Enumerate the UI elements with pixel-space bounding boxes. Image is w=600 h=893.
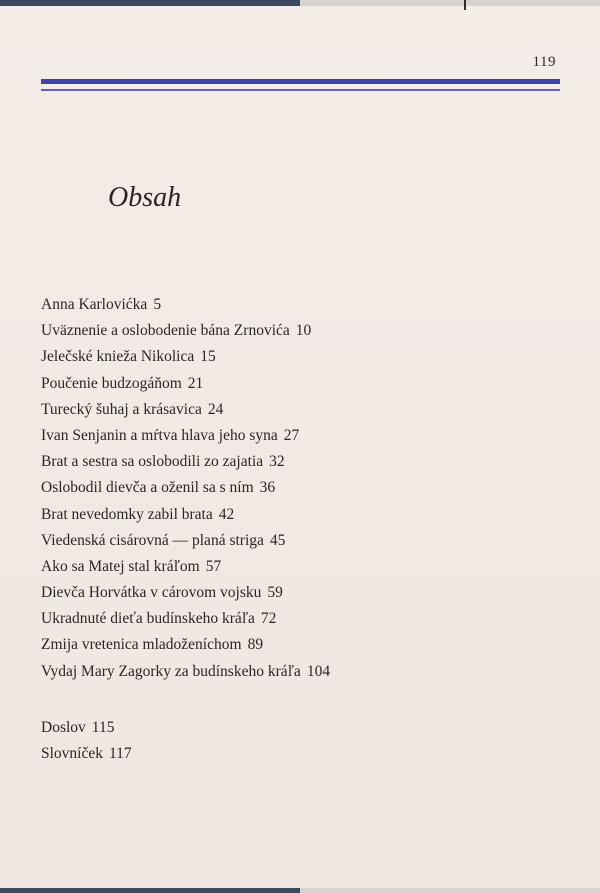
toc-entry [41,715,132,741]
toc-entry-title: Poučenie budzogáňom [41,374,182,392]
toc-entry-title: Uväznenie a oslobodenie bána Zrnovića [41,322,290,340]
toc-entry [41,423,330,449]
top-page-edge [0,0,600,6]
toc-entry-title: Slovníček [41,745,103,763]
header-rule-thin [41,89,560,91]
toc-entry-title: Viedenská cisárovná — planá striga [41,531,264,549]
appendix-contents [41,715,132,767]
toc-entry-title: Ivan Senjanin a mŕtva hlava jeho syna [41,426,278,444]
toc-entry-page: 24 [207,400,224,418]
toc-entry [41,528,330,554]
toc-entry-page: 45 [269,531,286,549]
toc-entry [41,292,330,318]
toc-entry-title: Zmija vretenica mladoženíchom [41,636,242,654]
toc-entry [41,475,330,501]
toc-entry-title: Dievča Horvátka v cárovom vojsku [41,584,262,602]
toc-entry [41,371,330,397]
top-edge-mark [464,0,466,10]
toc-entry-page: 89 [247,636,264,654]
toc-entry-page: 42 [218,505,235,523]
toc-entry-page: 72 [260,610,277,628]
toc-entry [41,741,132,767]
toc-entry-title: Jelečské knieža Nikolica [41,348,195,366]
toc-entry-title: Doslov [41,719,86,736]
toc-entry [41,318,330,344]
toc-entry [41,606,330,632]
page-title: Obsah [108,182,182,213]
toc-entry [41,344,330,370]
toc-entry-title: Ukradnuté dieťa budínskeho kráľa [41,610,255,628]
toc-entry-title: Turecký šuhaj a krásavica [41,400,202,418]
toc-entry-title: Anna Karlovićka [41,296,148,313]
toc-entry-title: Brat nevedomky zabil brata [41,505,213,523]
toc-entry [41,554,330,580]
toc-entry [41,449,330,475]
toc-entry-title: Oslobodil dievča a oženil sa s ním [41,479,254,497]
toc-entry-page: 104 [306,662,331,680]
toc-entry-title: Vydaj Mary Zagorky za budínskeho kráľa [41,662,301,680]
toc-entry-page: 5 [153,296,162,313]
toc-entry [41,397,330,423]
toc-entry-page: 59 [267,584,283,602]
toc-entry-page: 15 [200,348,216,366]
toc-entry-title: Ako sa Matej stal kráľom [41,557,200,575]
toc-entry [41,580,330,606]
toc-entry-page: 10 [295,322,312,340]
toc-entry-page: 32 [269,453,285,471]
toc-entry-page: 21 [187,374,204,392]
toc-entry [41,632,330,658]
toc-entry-page: 57 [205,557,222,575]
toc-entry-page: 117 [109,745,132,763]
toc-entry [41,502,330,528]
toc-entry-page: 115 [91,719,115,736]
toc-entry-page: 36 [259,479,276,497]
bottom-page-edge [0,888,600,893]
toc-entry-page: 27 [283,426,300,444]
table-of-contents [41,292,330,685]
toc-entry [41,659,330,685]
page-number: 119 [532,54,556,70]
header-rule-thick [41,79,560,84]
toc-entry-title: Brat a sestra sa oslobodili zo zajatia [41,453,264,471]
